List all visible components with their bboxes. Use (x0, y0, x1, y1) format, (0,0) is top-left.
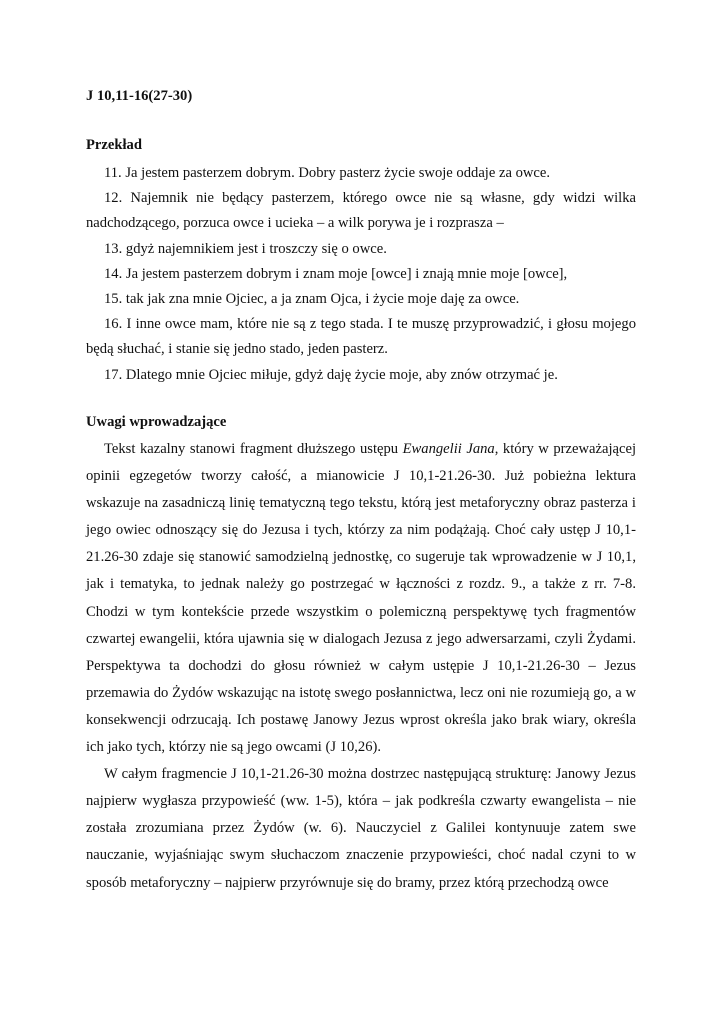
intro-paragraph-2: W całym fragmencie J 10,1-21.26-30 można dostrzec następującą strukturę: Janowy Jezus najpierw wygłasza przypowieść (ww. 1-5), która – jak podkreśla czwarty ewangelista – nie została zrozumiana przez Żydów (w. 6). Nauczyciel z Galilei kontynuuje zatem swe nauczanie, wyjaśniając swym słuchaczom znaczenie przypowieści, choć nadal czyni to w sposób metaforyczny – najpierw przyrównuje się do bramy, przez którą przechodzą owce (86, 766, 636, 891)
intro-p1-start: Tekst kazalny stanowi fragment dłuższego ustępu (104, 441, 403, 457)
verse-17: 17. Dlatego mnie Ojciec miłuje, gdyż daję życie moje, aby znów otrzymać je. (104, 366, 558, 383)
intro-paragraph-1 (86, 436, 636, 761)
passage-reference: J 10,11-16(27-30) (86, 88, 193, 104)
intro-heading: Uwagi wprowadzające (86, 414, 227, 430)
verse-13: 13. gdyż najemnikiem jest i troszczy się o owce. (104, 240, 387, 257)
verse-14: 14. Ja jestem pasterzem dobrym i znam moje [owce] i znają mnie moje [owce], (104, 265, 568, 282)
intro-p1-rest: , który w przeważającej opinii egzegetów tworzy całość, a mianowicie J 10,1-21.26-30. Już pobieżna lektura wskazuje na zasadniczą linię tematyczną tego tekstu, którą jest metaforyczny obraz pasterza i jego owiec odnoszący się do Jezusa i tych, którzy za nim podążają. Choć cały ustęp J 10,1-21.26-30 zdaje się stanowić samodzielną jednostkę, co sugeruje tak wprowadzenie w J 10,1, jak i tematyka, to jednak należy go postrzegać w łączności z rozdz. 9., a także z rr. 7-8. Chodzi w tym kontekście przede wszystkim o polemiczną perspektywę tych fragmentów czwartej ewangelii, która ujawnia się w dialogach Jezusa z jego adwersarzami, czyli Żydami. Perspektywa ta dochodzi do głosu również w całym ustępie J 10,1-21.26-30 – Jezus przemawia do Żydów wskazując na istotę swego posłannictwa, lecz oni nie rozumieją go, a w konsekwencji odrzucają. Ich postawę Janowy Jezus wprost określa jako brak wiary, określa ich jako tych, którzy nie są jego owcami (J 10,26). (86, 441, 637, 756)
translation-heading: Przekład (86, 137, 142, 153)
gospel-title: Ewangelii Jana (402, 441, 495, 457)
verse-15: 15. tak jak zna mnie Ojciec, a ja znam Ojca, i życie moje daję za owce. (104, 291, 520, 308)
verse-12: 12. Najemnik nie będący pasterzem, którego owce nie są własne, gdy widzi wilka nadchodzącego, porzuca owce i ucieka – a wilk porywa je i rozprasza – (86, 190, 636, 232)
intro-section (86, 436, 636, 897)
verse-11: 11. Ja jestem pasterzem dobrym. Dobry pasterz życie swoje oddaje za owce. (104, 165, 551, 181)
translation-section (86, 161, 636, 388)
verse-16: 16. I inne owce mam, które nie są z tego stada. I te muszę przyprowadzić, i głosu mojego będą słuchać, i stanie się jedno stado, jeden pasterz. (86, 316, 636, 358)
